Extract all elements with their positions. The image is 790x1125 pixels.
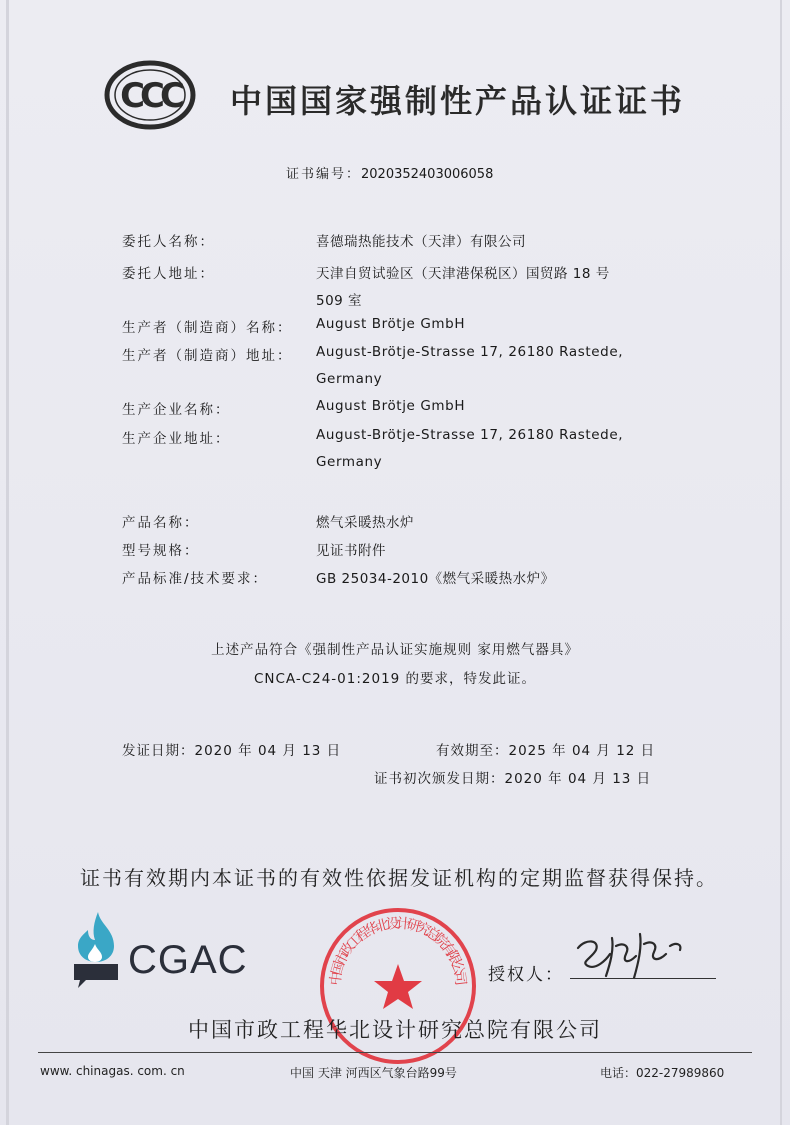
factory-name-label: 生产企业名称： <box>122 402 231 418</box>
footer-divider <box>38 1052 752 1053</box>
issue-date: 发证日期：2020 年 04 月 13 日 <box>122 743 342 759</box>
factory-address-label: 生产企业地址： <box>122 431 231 447</box>
first-issue-date: 证书初次颁发日期：2020 年 04 月 13 日 <box>374 771 652 787</box>
compliance-statement-line1: 上述产品符合《强制性产品认证实施规则 家用燃气器具》 <box>211 642 579 658</box>
applicant-address-label: 委托人地址： <box>122 266 215 282</box>
ccc-logo-text: CCC <box>120 76 180 116</box>
manufacturer-name-label: 生产者（制造商）名称： <box>122 320 293 336</box>
issuing-institute-name: 中国市政工程华北设计研究总院有限公司 <box>188 1018 602 1042</box>
seal-ring-text: 中国市政工程华北设计研究总院有限公司 <box>327 915 469 987</box>
product-name-label: 产品名称： <box>122 515 200 531</box>
manufacturer-address-value-line2: Germany <box>316 371 383 387</box>
manufacturer-address-label: 生产者（制造商）地址： <box>122 348 293 364</box>
product-standard-value: GB 25034-2010《燃气采暖热水炉》 <box>316 571 555 587</box>
certificate-number-value: 2020352403006058 <box>361 167 494 182</box>
compliance-statement-line2: CNCA-C24-01:2019 的要求，特发此证。 <box>253 671 537 687</box>
product-standard-label: 产品标准/技术要求： <box>122 571 269 587</box>
ccc-logo-icon <box>104 60 196 130</box>
applicant-name-label: 委托人名称： <box>122 234 215 250</box>
factory-name-value: August Brötje GmbH <box>316 398 466 414</box>
factory-address-value-line2: Germany <box>316 454 383 470</box>
certificate-number <box>286 163 493 182</box>
applicant-name-value: 喜德瑞热能技术（天津）有限公司 <box>316 234 526 250</box>
cgac-logo-text: CGAC <box>128 938 248 982</box>
footer-phone: 电话：022-27989860 <box>600 1066 725 1080</box>
left-border <box>6 0 9 1125</box>
product-name-value: 燃气采暖热水炉 <box>316 515 414 531</box>
authorized-person-label: 授权人： <box>488 965 564 985</box>
signature-line <box>570 978 716 979</box>
certificate-number-label: 证书编号： <box>286 167 362 182</box>
model-spec-value: 见证书附件 <box>316 543 386 559</box>
applicant-address-value-line2: 509 室 <box>316 293 363 309</box>
applicant-address-value: 天津自贸试验区（天津港保税区）国贸路 18 号 <box>316 266 610 282</box>
footer-address: 中国 天津 河西区气象台路99号 <box>290 1066 457 1080</box>
footer-website: www. chinagas. com. cn <box>40 1064 185 1078</box>
validity-note: 证书有效期内本证书的有效性依据发证机构的定期监督获得保持。 <box>80 866 718 890</box>
cgac-flame-icon <box>70 910 120 990</box>
seal-star-icon <box>374 964 422 1009</box>
factory-address-value: August-Brötje-Strasse 17, 26180 Rastede, <box>316 427 624 443</box>
handwritten-signature <box>566 920 716 990</box>
manufacturer-address-value: August-Brötje-Strasse 17, 26180 Rastede, <box>316 344 624 360</box>
right-border <box>780 0 782 1125</box>
manufacturer-name-value: August Brötje GmbH <box>316 316 466 332</box>
expiry-date: 有效期至：2025 年 04 月 12 日 <box>436 743 656 759</box>
model-spec-label: 型号规格： <box>122 543 200 559</box>
certificate-title: 中国国家强制性产品认证证书 <box>230 82 686 120</box>
